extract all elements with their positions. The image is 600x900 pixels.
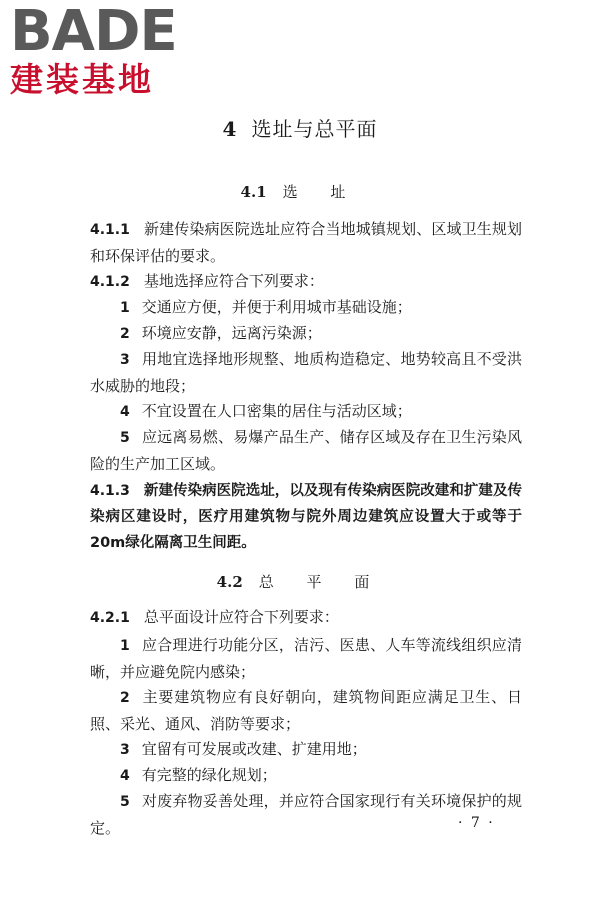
section-heading-4-2 (0, 571, 600, 592)
clause-text: 新建传染病医院选址，以及现有传染病医院改建和扩建及传染病区建设时，医疗用建筑物与院外周边建筑应设置大于或等于20m绿化隔离卫生间距。 (90, 483, 522, 551)
section-title: 总 平 面 (258, 573, 384, 591)
section-title: 选 址 (282, 183, 360, 201)
item-text: 环境应安静，远离污染源； (141, 324, 322, 342)
item-number: 4 (120, 768, 130, 784)
list-item (90, 320, 522, 347)
section-number: 4.1 (240, 183, 267, 201)
section-number: 4.2 (216, 573, 243, 591)
item-number: 3 (120, 352, 130, 368)
item-text: 应合理进行功能分区，洁污、医患、人车等流线组织应清晰，并应避免院内感染； (90, 636, 522, 681)
item-text: 对废弃物妥善处理，并应符合国家现行有关环境保护的规定。 (90, 792, 522, 837)
list-item (90, 736, 522, 763)
item-number: 2 (120, 690, 130, 706)
item-number: 5 (120, 430, 130, 446)
item-number: 4 (120, 404, 130, 420)
section-heading-4-1 (0, 181, 600, 202)
list-item (90, 294, 522, 321)
logo-subtitle: 建装基地 (10, 60, 154, 99)
item-text: 交通应方便，并便于利用城市基础设施； (141, 298, 412, 316)
item-text: 宜留有可发展或改建、扩建用地； (141, 740, 367, 758)
item-text: 应远离易燃、易爆产品生产、储存区域及存在卫生污染风险的生产加工区域。 (90, 428, 522, 473)
item-text: 不宜设置在人口密集的居住与活动区域； (141, 402, 412, 420)
chapter-title: 选址与总平面 (251, 117, 378, 141)
clause-4-1-2 (90, 268, 522, 295)
clause-4-1-1 (90, 216, 522, 269)
item-text: 有完整的绿化规划； (141, 766, 277, 784)
chapter-heading (0, 113, 600, 142)
clause-number: 4.2.1 (90, 610, 130, 626)
clause-number: 4.1.2 (90, 274, 130, 290)
list-item (90, 684, 522, 737)
clause-text: 总平面设计应符合下列要求： (143, 608, 339, 626)
clause-4-1-3 (90, 478, 522, 556)
item-number: 3 (120, 742, 130, 758)
item-number: 1 (120, 638, 130, 654)
logo-wordmark: BADE (10, 0, 177, 64)
item-number: 5 (120, 794, 130, 810)
list-item (90, 398, 522, 425)
clause-number: 4.1.1 (90, 222, 130, 238)
clause-4-2-1 (90, 604, 522, 631)
logo (10, 0, 180, 100)
item-text: 用地宜选择地形规整、地质构造稳定、地势较高且不受洪水威胁的地段； (90, 350, 522, 395)
item-number: 1 (120, 300, 130, 316)
item-text: 主要建筑物应有良好朝向，建筑物间距应满足卫生、日照、采光、通风、消防等要求； (90, 688, 522, 733)
list-item (90, 424, 522, 477)
list-item (90, 632, 522, 685)
list-item (90, 762, 522, 789)
clause-number: 4.1.3 (90, 483, 130, 499)
item-number: 2 (120, 326, 130, 342)
clause-text: 新建传染病医院选址应符合当地城镇规划、区域卫生规划和环保评估的要求。 (90, 220, 522, 265)
page-number: · 7 · (458, 815, 495, 831)
list-item (90, 346, 522, 399)
clause-text: 基地选择应符合下列要求： (143, 272, 324, 290)
chapter-number: 4 (222, 117, 238, 141)
